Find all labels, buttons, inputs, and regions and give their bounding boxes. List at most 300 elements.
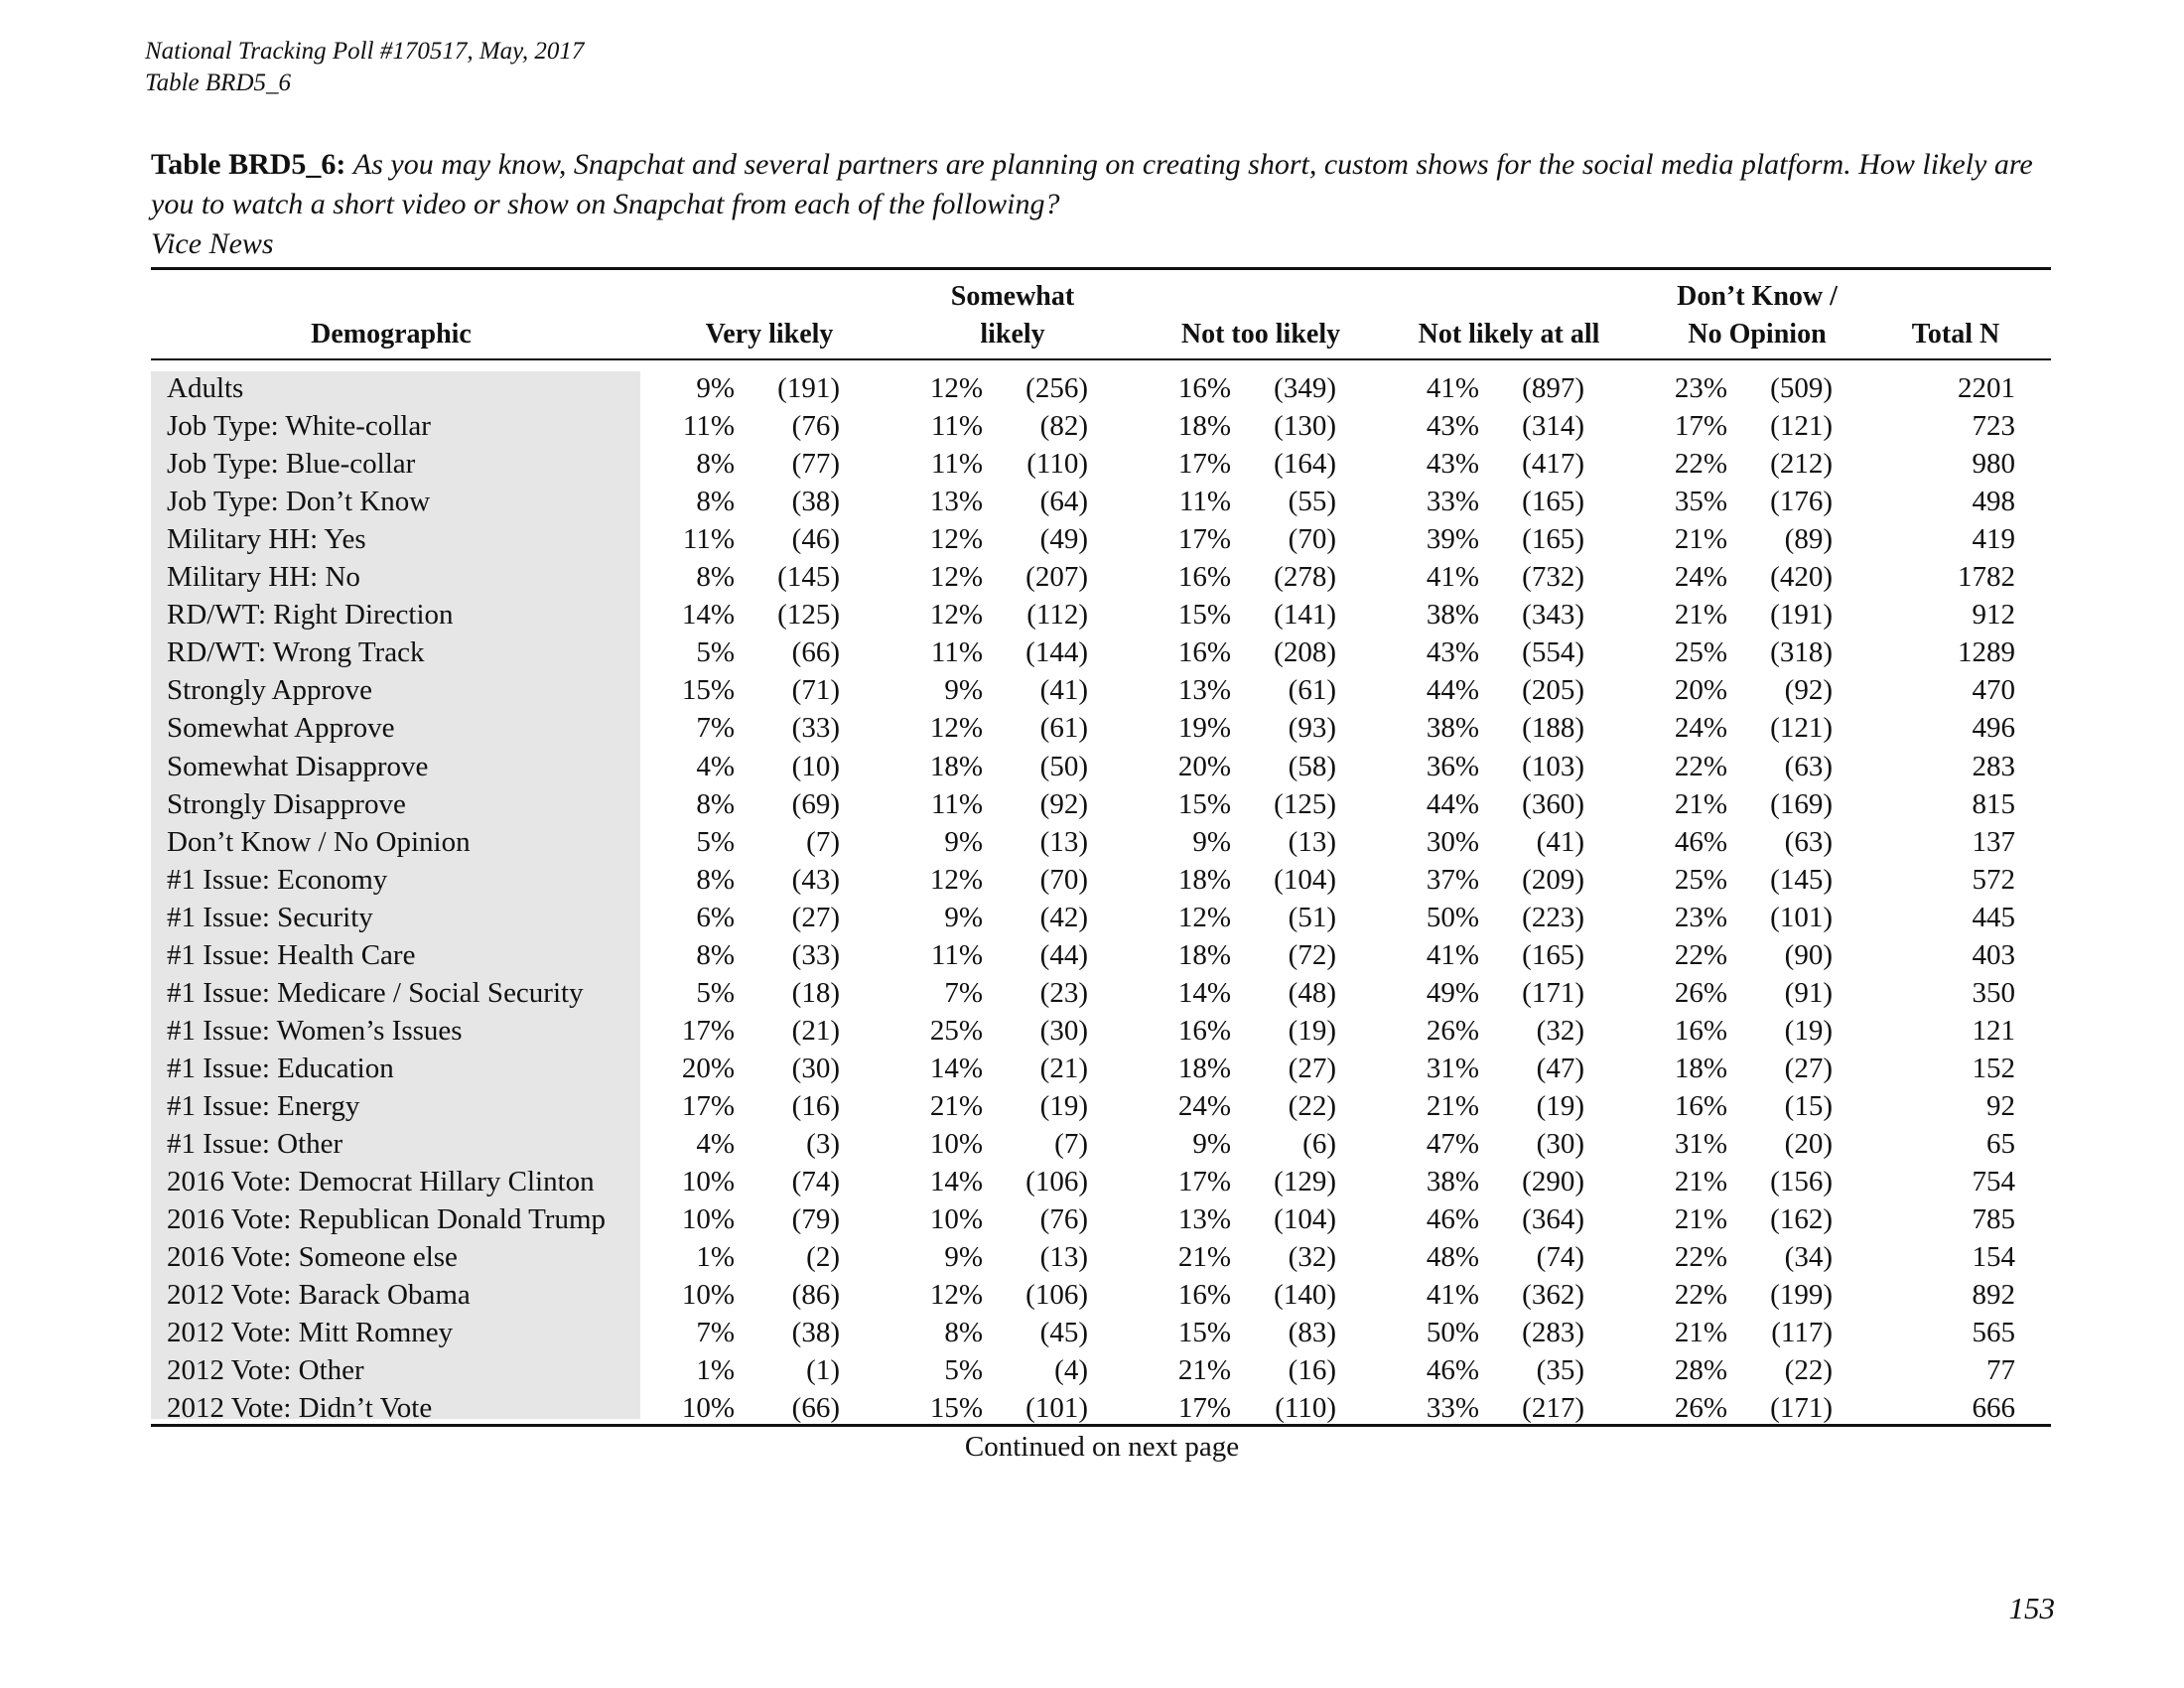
cell-count: (20) xyxy=(1784,1128,1833,1160)
cell-count: (51) xyxy=(1288,901,1336,933)
cell-count: (58) xyxy=(1288,750,1336,782)
cell-count: (43) xyxy=(791,863,840,896)
cell-percent: 11% xyxy=(930,636,983,669)
cell-count: (318) xyxy=(1770,636,1833,669)
row-label: Military HH: No xyxy=(167,561,360,594)
table-id: Table BRD5_6 xyxy=(145,70,291,96)
cell-count: (30) xyxy=(1039,1014,1088,1047)
column-header-somewhat-likely-line1: Somewhat xyxy=(950,281,1075,312)
cell-percent: 11% xyxy=(930,938,983,971)
table-row xyxy=(0,1238,2184,1276)
cell-count: (19) xyxy=(1039,1089,1088,1122)
table-row xyxy=(0,520,2184,558)
cell-total: 498 xyxy=(1972,486,2015,518)
cell-count: (86) xyxy=(791,1279,840,1312)
column-header-not-too-likely: Not too likely xyxy=(1180,319,1341,350)
cell-count: (18) xyxy=(791,976,840,1009)
cell-percent: 14% xyxy=(1177,976,1231,1009)
cell-count: (61) xyxy=(1039,712,1088,745)
cell-percent: 21% xyxy=(929,1089,983,1122)
table-row xyxy=(0,1314,2184,1351)
cell-count: (27) xyxy=(1288,1052,1336,1084)
cell-percent: 21% xyxy=(1177,1241,1231,1274)
cell-percent: 43% xyxy=(1426,636,1479,669)
cell-count: (145) xyxy=(1770,863,1833,896)
row-label: #1 Issue: Women’s Issues xyxy=(167,1014,463,1047)
cell-percent: 9% xyxy=(944,901,983,933)
cell-total: 980 xyxy=(1972,448,2015,481)
cell-total: 1289 xyxy=(1958,636,2015,669)
cell-count: (4) xyxy=(1054,1354,1088,1387)
cell-percent: 8% xyxy=(696,448,735,481)
cell-percent: 8% xyxy=(696,486,735,518)
cell-percent: 18% xyxy=(1177,863,1231,896)
cell-total: 350 xyxy=(1972,976,2015,1009)
cell-percent: 30% xyxy=(1426,825,1479,858)
cell-count: (92) xyxy=(1784,674,1833,707)
cell-percent: 12% xyxy=(929,561,983,594)
cell-count: (16) xyxy=(791,1089,840,1122)
cell-count: (164) xyxy=(1274,448,1336,481)
cell-percent: 13% xyxy=(1177,1203,1231,1236)
cell-count: (27) xyxy=(791,901,840,933)
cell-total: 1782 xyxy=(1958,561,2015,594)
cell-percent: 11% xyxy=(930,448,983,481)
cell-count: (63) xyxy=(1784,825,1833,858)
cell-percent: 17% xyxy=(1177,448,1231,481)
table-top-rule xyxy=(151,267,2051,270)
cell-percent: 15% xyxy=(1177,1317,1231,1349)
cell-percent: 12% xyxy=(929,523,983,556)
cell-percent: 15% xyxy=(1177,599,1231,632)
cell-count: (212) xyxy=(1770,448,1833,481)
row-label: #1 Issue: Education xyxy=(167,1052,394,1084)
cell-percent: 46% xyxy=(1674,825,1727,858)
table-row xyxy=(0,1276,2184,1314)
cell-percent: 1% xyxy=(696,1241,735,1274)
cell-count: (22) xyxy=(1288,1089,1336,1122)
cell-percent: 6% xyxy=(696,901,735,933)
cell-count: (223) xyxy=(1522,901,1584,933)
cell-percent: 5% xyxy=(696,636,735,669)
column-header-somewhat-likely xyxy=(893,278,1132,353)
row-label: Adults xyxy=(167,372,244,404)
cell-count: (156) xyxy=(1770,1166,1833,1198)
cell-count: (32) xyxy=(1536,1014,1584,1047)
cell-count: (74) xyxy=(791,1166,840,1198)
table-row xyxy=(0,1200,2184,1238)
row-label: Strongly Disapprove xyxy=(167,787,406,820)
cell-count: (144) xyxy=(1025,636,1088,669)
cell-percent: 17% xyxy=(681,1089,735,1122)
column-header-not-likely-at-all: Not likely at all xyxy=(1418,319,1600,350)
cell-percent: 12% xyxy=(929,863,983,896)
cell-count: (38) xyxy=(791,486,840,518)
cell-count: (104) xyxy=(1274,863,1336,896)
cell-percent: 18% xyxy=(1177,1052,1231,1084)
cell-count: (13) xyxy=(1039,825,1088,858)
cell-count: (176) xyxy=(1770,486,1833,518)
cell-count: (121) xyxy=(1770,712,1833,745)
row-label: #1 Issue: Security xyxy=(167,901,373,933)
cell-percent: 21% xyxy=(1674,1203,1727,1236)
cell-count: (38) xyxy=(791,1317,840,1349)
cell-count: (3) xyxy=(806,1128,840,1160)
cell-total: 666 xyxy=(1972,1392,2015,1425)
cell-percent: 22% xyxy=(1674,1241,1727,1274)
cell-count: (33) xyxy=(791,712,840,745)
cell-percent: 14% xyxy=(929,1166,983,1198)
table-row xyxy=(0,823,2184,861)
cell-percent: 4% xyxy=(696,750,735,782)
table-row xyxy=(0,1050,2184,1087)
cell-percent: 26% xyxy=(1674,976,1727,1009)
cell-total: 912 xyxy=(1972,599,2015,632)
cell-percent: 18% xyxy=(1177,938,1231,971)
cell-total: 121 xyxy=(1972,1014,2015,1047)
cell-percent: 41% xyxy=(1426,372,1479,404)
cell-percent: 11% xyxy=(682,523,735,556)
table-caption xyxy=(151,145,2061,264)
cell-count: (49) xyxy=(1039,523,1088,556)
table-row xyxy=(0,936,2184,974)
cell-count: (21) xyxy=(1039,1052,1088,1084)
cell-total: 152 xyxy=(1972,1052,2015,1084)
cell-count: (125) xyxy=(1274,787,1336,820)
cell-count: (360) xyxy=(1522,787,1584,820)
cell-percent: 18% xyxy=(1177,410,1231,443)
cell-percent: 11% xyxy=(930,787,983,820)
cell-count: (30) xyxy=(1536,1128,1584,1160)
cell-count: (13) xyxy=(1039,1241,1088,1274)
column-header-dont-know-line1: Don’t Know / xyxy=(1677,281,1838,312)
cell-count: (349) xyxy=(1274,372,1336,404)
cell-count: (77) xyxy=(791,448,840,481)
cell-count: (63) xyxy=(1784,750,1833,782)
cell-count: (66) xyxy=(791,1392,840,1425)
cell-percent: 5% xyxy=(696,976,735,1009)
row-label: #1 Issue: Health Care xyxy=(167,938,416,971)
cell-percent: 7% xyxy=(696,712,735,745)
cell-percent: 18% xyxy=(929,750,983,782)
cell-count: (23) xyxy=(1039,976,1088,1009)
table-row xyxy=(0,974,2184,1012)
row-label: Strongly Approve xyxy=(167,674,373,707)
table-row xyxy=(0,1163,2184,1200)
cell-count: (104) xyxy=(1274,1203,1336,1236)
cell-percent: 41% xyxy=(1426,1279,1479,1312)
cell-percent: 21% xyxy=(1674,787,1727,820)
cell-percent: 12% xyxy=(1177,901,1231,933)
cell-count: (47) xyxy=(1536,1052,1584,1084)
cell-percent: 21% xyxy=(1674,599,1727,632)
cell-percent: 24% xyxy=(1674,712,1727,745)
cell-percent: 17% xyxy=(681,1014,735,1047)
cell-percent: 10% xyxy=(929,1203,983,1236)
cell-count: (207) xyxy=(1025,561,1088,594)
cell-count: (101) xyxy=(1025,1392,1088,1425)
cell-percent: 38% xyxy=(1426,599,1479,632)
cell-percent: 14% xyxy=(929,1052,983,1084)
cell-percent: 26% xyxy=(1426,1014,1479,1047)
table-header-rule xyxy=(151,358,2051,360)
cell-percent: 15% xyxy=(1177,787,1231,820)
row-label: Somewhat Disapprove xyxy=(167,750,429,782)
cell-count: (199) xyxy=(1770,1279,1833,1312)
cell-count: (208) xyxy=(1274,636,1336,669)
row-label: Job Type: White-collar xyxy=(167,410,431,443)
cell-percent: 9% xyxy=(944,674,983,707)
cell-percent: 4% xyxy=(696,1128,735,1160)
cell-percent: 36% xyxy=(1426,750,1479,782)
cell-count: (165) xyxy=(1522,938,1584,971)
cell-percent: 20% xyxy=(1674,674,1727,707)
cell-count: (103) xyxy=(1522,750,1584,782)
cell-percent: 21% xyxy=(1674,1166,1727,1198)
cell-count: (34) xyxy=(1784,1241,1833,1274)
cell-percent: 10% xyxy=(681,1279,735,1312)
cell-percent: 11% xyxy=(1178,486,1231,518)
cell-count: (76) xyxy=(1039,1203,1088,1236)
cell-count: (7) xyxy=(1054,1128,1088,1160)
cell-percent: 8% xyxy=(696,863,735,896)
cell-count: (125) xyxy=(777,599,840,632)
table-row xyxy=(0,407,2184,445)
cell-count: (35) xyxy=(1536,1354,1584,1387)
cell-count: (10) xyxy=(791,750,840,782)
cell-percent: 21% xyxy=(1177,1354,1231,1387)
cell-percent: 9% xyxy=(1192,1128,1231,1160)
row-label: Job Type: Don’t Know xyxy=(167,486,431,518)
cell-percent: 16% xyxy=(1674,1089,1727,1122)
cell-count: (41) xyxy=(1536,825,1584,858)
table-row xyxy=(0,483,2184,520)
cell-percent: 9% xyxy=(944,1241,983,1274)
cell-count: (79) xyxy=(791,1203,840,1236)
row-label: Somewhat Approve xyxy=(167,712,395,745)
report-title: National Tracking Poll #170517, May, 2017 xyxy=(145,38,585,65)
cell-count: (509) xyxy=(1770,372,1833,404)
cell-count: (76) xyxy=(791,410,840,443)
cell-total: 470 xyxy=(1972,674,2015,707)
cell-percent: 7% xyxy=(944,976,983,1009)
cell-percent: 33% xyxy=(1426,486,1479,518)
cell-count: (171) xyxy=(1770,1392,1833,1425)
table-row xyxy=(0,861,2184,899)
cell-count: (41) xyxy=(1039,674,1088,707)
caption-question: As you may know, Snapchat and several partners are planning on creating short, custom shows for the social media platform. How likely are you to watch a short video or show on Snapchat from each of the following? xyxy=(151,148,2033,220)
cell-count: (343) xyxy=(1522,599,1584,632)
cell-count: (7) xyxy=(806,825,840,858)
cell-percent: 25% xyxy=(1674,636,1727,669)
cell-count: (92) xyxy=(1039,787,1088,820)
cell-count: (33) xyxy=(791,938,840,971)
row-label: #1 Issue: Other xyxy=(167,1128,343,1160)
cell-percent: 41% xyxy=(1426,561,1479,594)
cell-count: (50) xyxy=(1039,750,1088,782)
cell-percent: 7% xyxy=(696,1317,735,1349)
cell-count: (27) xyxy=(1784,1052,1833,1084)
cell-total: 445 xyxy=(1972,901,2015,933)
cell-count: (191) xyxy=(777,372,840,404)
cell-percent: 8% xyxy=(944,1317,983,1349)
cell-percent: 19% xyxy=(1177,712,1231,745)
cell-count: (101) xyxy=(1770,901,1833,933)
cell-count: (93) xyxy=(1288,712,1336,745)
cell-percent: 22% xyxy=(1674,750,1727,782)
cell-percent: 31% xyxy=(1426,1052,1479,1084)
cell-percent: 48% xyxy=(1426,1241,1479,1274)
cell-percent: 23% xyxy=(1674,372,1727,404)
table-bottom-rule xyxy=(151,1424,2051,1427)
table-row xyxy=(0,1087,2184,1125)
row-label: RD/WT: Right Direction xyxy=(167,599,454,632)
cell-percent: 16% xyxy=(1177,636,1231,669)
cell-count: (209) xyxy=(1522,863,1584,896)
cell-percent: 17% xyxy=(1177,1166,1231,1198)
row-label: 2016 Vote: Republican Donald Trump xyxy=(167,1203,606,1236)
cell-percent: 20% xyxy=(681,1052,735,1084)
cell-percent: 9% xyxy=(944,825,983,858)
cell-percent: 21% xyxy=(1426,1089,1479,1122)
cell-count: (90) xyxy=(1784,938,1833,971)
cell-percent: 46% xyxy=(1426,1203,1479,1236)
cell-count: (165) xyxy=(1522,523,1584,556)
cell-percent: 1% xyxy=(696,1354,735,1387)
cell-percent: 37% xyxy=(1426,863,1479,896)
cell-count: (554) xyxy=(1522,636,1584,669)
cell-count: (1) xyxy=(806,1354,840,1387)
cell-count: (278) xyxy=(1274,561,1336,594)
caption-label: Table BRD5_6: xyxy=(151,148,346,181)
cell-count: (165) xyxy=(1522,486,1584,518)
cell-count: (364) xyxy=(1522,1203,1584,1236)
cell-percent: 16% xyxy=(1674,1014,1727,1047)
cell-percent: 38% xyxy=(1426,712,1479,745)
table-row xyxy=(0,1012,2184,1050)
cell-total: 92 xyxy=(1986,1089,2015,1122)
cell-percent: 13% xyxy=(1177,674,1231,707)
cell-count: (6) xyxy=(1302,1128,1336,1160)
cell-count: (30) xyxy=(791,1052,840,1084)
cell-percent: 31% xyxy=(1674,1128,1727,1160)
cell-total: 785 xyxy=(1972,1203,2015,1236)
cell-percent: 18% xyxy=(1674,1052,1727,1084)
cell-count: (732) xyxy=(1522,561,1584,594)
cell-count: (290) xyxy=(1522,1166,1584,1198)
cell-percent: 50% xyxy=(1426,1317,1479,1349)
cell-count: (106) xyxy=(1025,1166,1088,1198)
cell-count: (15) xyxy=(1784,1089,1833,1122)
cell-count: (19) xyxy=(1288,1014,1336,1047)
row-label: 2012 Vote: Didn’t Vote xyxy=(167,1392,433,1425)
table-row xyxy=(0,1389,2184,1427)
cell-percent: 49% xyxy=(1426,976,1479,1009)
table-row xyxy=(0,445,2184,483)
column-header-very-likely: Very likely xyxy=(705,319,834,350)
cell-count: (2) xyxy=(806,1241,840,1274)
column-header-somewhat-likely-line2: likely xyxy=(980,319,1045,350)
cell-count: (140) xyxy=(1274,1279,1336,1312)
cell-percent: 10% xyxy=(681,1203,735,1236)
cell-percent: 16% xyxy=(1177,561,1231,594)
row-label: Don’t Know / No Opinion xyxy=(167,825,471,858)
cell-percent: 8% xyxy=(696,938,735,971)
cell-percent: 13% xyxy=(929,486,983,518)
cell-count: (89) xyxy=(1784,523,1833,556)
row-label: 2016 Vote: Someone else xyxy=(167,1241,458,1274)
cell-count: (256) xyxy=(1025,372,1088,404)
cell-percent: 44% xyxy=(1426,674,1479,707)
cell-count: (64) xyxy=(1039,486,1088,518)
cell-total: 419 xyxy=(1972,523,2015,556)
cell-total: 65 xyxy=(1986,1128,2015,1160)
cell-percent: 15% xyxy=(929,1392,983,1425)
cell-count: (130) xyxy=(1274,410,1336,443)
cell-percent: 12% xyxy=(929,599,983,632)
cell-total: 815 xyxy=(1972,787,2015,820)
cell-percent: 8% xyxy=(696,561,735,594)
continued-note: Continued on next page xyxy=(964,1431,1240,1463)
cell-count: (171) xyxy=(1522,976,1584,1009)
cell-count: (112) xyxy=(1026,599,1088,632)
cell-percent: 16% xyxy=(1177,372,1231,404)
row-label: #1 Issue: Energy xyxy=(167,1089,360,1122)
cell-total: 723 xyxy=(1972,410,2015,443)
cell-percent: 47% xyxy=(1426,1128,1479,1160)
cell-percent: 41% xyxy=(1426,938,1479,971)
cell-total: 2201 xyxy=(1958,372,2015,404)
cell-percent: 16% xyxy=(1177,1279,1231,1312)
table-row xyxy=(0,785,2184,823)
cell-percent: 9% xyxy=(696,372,735,404)
cell-percent: 44% xyxy=(1426,787,1479,820)
cell-total: 572 xyxy=(1972,863,2015,896)
cell-count: (897) xyxy=(1522,372,1584,404)
cell-count: (46) xyxy=(791,523,840,556)
cell-percent: 20% xyxy=(1177,750,1231,782)
cell-count: (191) xyxy=(1770,599,1833,632)
cell-percent: 16% xyxy=(1177,1014,1231,1047)
cell-count: (16) xyxy=(1288,1354,1336,1387)
cell-count: (145) xyxy=(777,561,840,594)
cell-percent: 5% xyxy=(696,825,735,858)
cell-count: (44) xyxy=(1039,938,1088,971)
cell-count: (110) xyxy=(1026,448,1088,481)
row-label: 2012 Vote: Barack Obama xyxy=(167,1279,471,1312)
cell-count: (22) xyxy=(1784,1354,1833,1387)
cell-count: (13) xyxy=(1288,825,1336,858)
cell-percent: 17% xyxy=(1674,410,1727,443)
row-label: 2012 Vote: Other xyxy=(167,1354,364,1387)
cell-count: (21) xyxy=(791,1014,840,1047)
cell-percent: 21% xyxy=(1674,523,1727,556)
column-header-total-n: Total N xyxy=(1911,319,2000,350)
cell-percent: 14% xyxy=(681,599,735,632)
row-label: Job Type: Blue-collar xyxy=(167,448,416,481)
column-header-dont-know xyxy=(1638,278,1876,353)
table-row xyxy=(0,596,2184,633)
cell-total: 754 xyxy=(1972,1166,2015,1198)
cell-count: (70) xyxy=(1288,523,1336,556)
cell-percent: 43% xyxy=(1426,448,1479,481)
table-row xyxy=(0,709,2184,747)
cell-count: (110) xyxy=(1275,1392,1336,1425)
cell-count: (117) xyxy=(1771,1317,1833,1349)
cell-percent: 12% xyxy=(929,1279,983,1312)
cell-count: (420) xyxy=(1770,561,1833,594)
cell-total: 283 xyxy=(1972,750,2015,782)
